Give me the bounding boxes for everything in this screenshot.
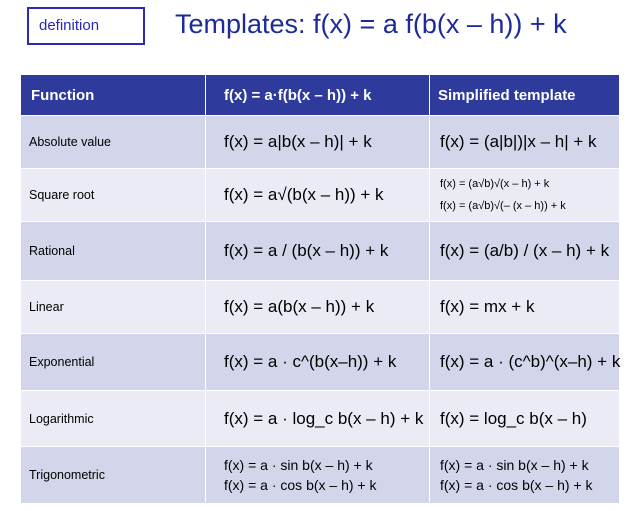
function-name: Square root [21,169,206,222]
formula-line: f(x) = a · c^(b(x–h)) + k [224,352,397,371]
general-template [206,222,430,281]
column-header-simplified: Simplified template [430,75,620,116]
formula-line: f(x) = a(b(x – h)) + k [224,297,375,316]
formula-line: f(x) = a|b(x – h)| + k [224,132,372,151]
general-template [206,447,430,504]
formula-line: f(x) = a · cos b(x – h) + k [224,477,377,493]
formula-line: f(x) = a / (b(x – h)) + k [224,241,389,260]
simplified-template [430,116,620,169]
table-row [21,222,620,281]
definition-tag: definition [27,7,145,45]
formula-line: f(x) = (a/b) / (x – h) + k [440,241,610,260]
table-row [21,169,620,222]
formula-line: f(x) = a√(b(x – h)) + k [224,185,384,204]
templates-table [20,74,620,504]
simplified-template [430,169,620,222]
simplified-template [430,334,620,391]
simplified-template [430,447,620,504]
table-row [21,447,620,504]
table-row [21,281,620,334]
formula-line: f(x) = a · log_c b(x – h) + k [224,408,424,428]
general-template [206,281,430,334]
table-row [21,116,620,169]
function-name: Trigonometric [21,447,206,504]
simplified-template [430,391,620,447]
function-name: Linear [21,281,206,334]
simplified-template [430,222,620,281]
formula-line: f(x) = (a√b)√(– (x – h)) + k [440,200,566,212]
formula-line: f(x) = (a|b|)|x – h| + k [440,132,597,151]
table-row [21,334,620,391]
formula-line: f(x) = log_c b(x – h) [440,408,587,428]
general-template [206,116,430,169]
formula-line: f(x) = (a√b)√(x – h) + k [440,178,550,190]
function-name: Absolute value [21,116,206,169]
general-template [206,391,430,447]
general-template [206,169,430,222]
table-row [21,391,620,447]
function-name: Logarithmic [21,391,206,447]
page-title: Templates: f(x) = a f(b(x – h)) + k [175,9,567,39]
simplified-template [430,281,620,334]
formula-line: f(x) = a · sin b(x – h) + k [224,457,373,473]
general-template [206,334,430,391]
column-header-function: Function [21,75,206,116]
function-name: Rational [21,222,206,281]
formula-line: f(x) = a · cos b(x – h) + k [440,477,593,493]
formula-line: f(x) = a · sin b(x – h) + k [440,457,589,473]
table-header-row [21,75,620,116]
column-header-general: f(x) = a·f(b(x – h)) + k [206,75,430,116]
function-name: Exponential [21,334,206,391]
formula-line: f(x) = a · (c^b)^(x–h) + k [440,352,621,371]
formula-line: f(x) = mx + k [440,297,535,316]
